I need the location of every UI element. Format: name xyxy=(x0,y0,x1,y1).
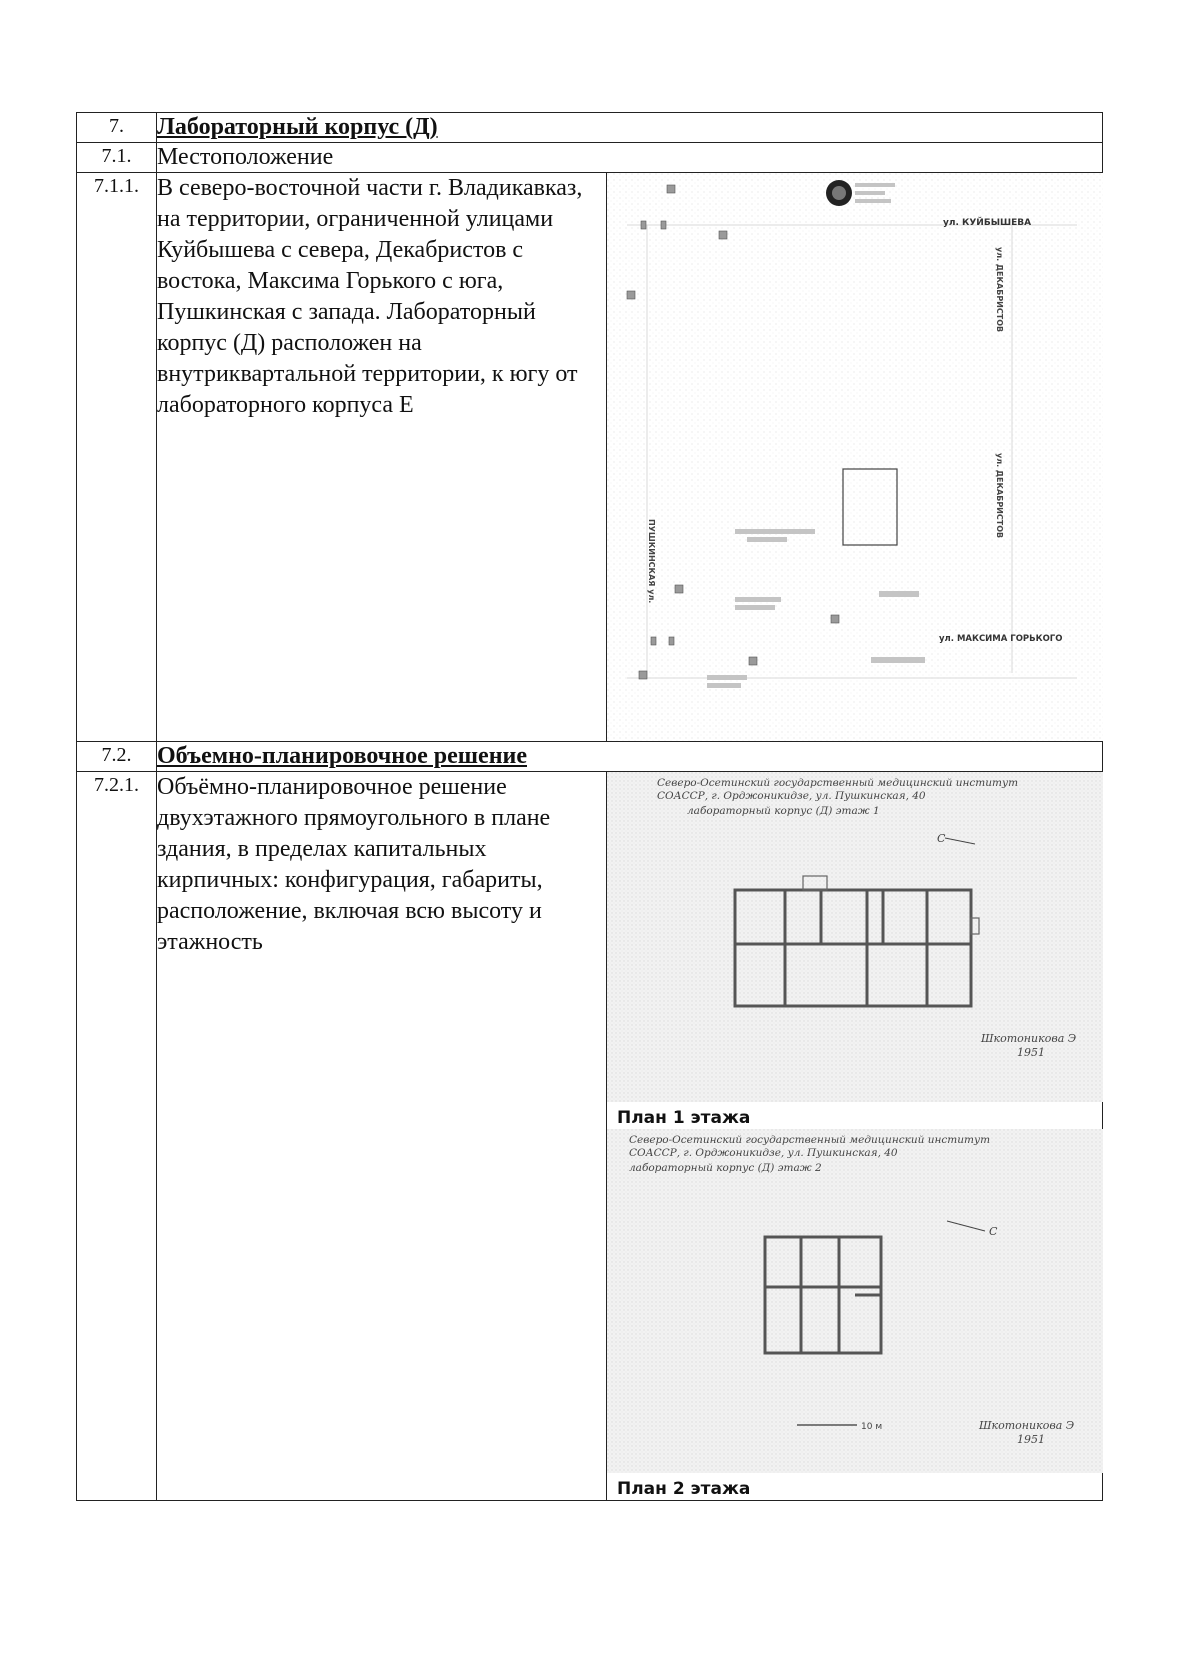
plan-signature: Шкотоникова Э xyxy=(979,1419,1075,1432)
table-row-7-2 xyxy=(77,742,1103,772)
row-number: 7. xyxy=(77,113,157,143)
map-background xyxy=(607,173,1103,741)
street-label-east-2: ул. ДЕКАБРИСТОВ xyxy=(995,453,1004,539)
table-row-7 xyxy=(77,113,1103,143)
row-number: 7.2.1. xyxy=(77,772,157,1501)
street-label-west: ПУШКИНСКАЯ ул. xyxy=(647,519,656,604)
scale-label: 10 м xyxy=(861,1422,883,1432)
table-row-7-1-1 xyxy=(77,173,1103,742)
street-label-east-1: ул. ДЕКАБРИСТОВ xyxy=(995,247,1004,333)
passport-table xyxy=(76,112,1103,1501)
plan-header-line-3: лабораторный корпус (Д) этаж 2 xyxy=(629,1162,822,1174)
street-label-south: ул. МАКСИМА ГОРЬКОГО xyxy=(939,634,1063,644)
plan-header-line-1: Северо-Осетинский государственный медицинский институт xyxy=(657,777,1019,789)
plan-caption: План 1 этажа xyxy=(617,1108,751,1128)
plan-signature: Шкотоникова Э xyxy=(981,1032,1077,1045)
section-title: Лабораторный корпус (Д) xyxy=(157,114,438,140)
plan-header-line-1: Северо-Осетинский государственный медицинский институт xyxy=(629,1134,991,1146)
north-mark: С xyxy=(937,832,946,845)
row-number: 7.2. xyxy=(77,742,157,772)
plan-header-line-2: СОАССР, г. Орджоникидзе, ул. Пушкинская, 40 xyxy=(657,790,926,802)
row-number: 7.1. xyxy=(77,143,157,173)
plan-header-line-3: лабораторный корпус (Д) этаж 1 xyxy=(687,805,880,817)
floor-plan-1-drawing xyxy=(607,772,1103,1102)
plan-caption: План 2 этажа xyxy=(617,1479,751,1499)
plan-year: 1951 xyxy=(1017,1433,1045,1446)
floor-plan-2 xyxy=(607,1129,1103,1500)
section-title: Объемно-планировочное решение xyxy=(157,743,527,769)
plan-year: 1951 xyxy=(1017,1046,1045,1059)
street-label-north: ул. КУЙБЫШЕВА xyxy=(943,218,1032,228)
subsection-title: Местоположение xyxy=(157,143,1103,173)
location-description: В северо-восточной части г. Владикавказ, на территории, ограниченной улицами Куйбышева с севера, Декабристов с востока, Максима Горького с юга, Пушкинская с запада. Лабораторный корпус (Д) расположен на внутриквартальной территории, к югу от лабораторного корпуса Е xyxy=(157,173,607,742)
floor-plan-1 xyxy=(607,772,1103,1129)
site-plan-drawing xyxy=(607,173,1103,741)
row-number: 7.1.1. xyxy=(77,173,157,742)
north-mark: С xyxy=(989,1225,998,1238)
planning-description: Объёмно-планировочное решение двухэтажного прямоугольного в плане здания, в пределах капитальных кирпичных: конфигурация, габариты, расположение, включая всю высоту и этажность xyxy=(157,772,607,1501)
table-row-7-2-1 xyxy=(77,772,1103,1501)
site-plan-map xyxy=(607,173,1103,741)
floor-plan-2-drawing xyxy=(607,1129,1103,1473)
plan-header-line-2: СОАССР, г. Орджоникидзе, ул. Пушкинская, 40 xyxy=(629,1147,898,1159)
table-row-7-1 xyxy=(77,143,1103,173)
